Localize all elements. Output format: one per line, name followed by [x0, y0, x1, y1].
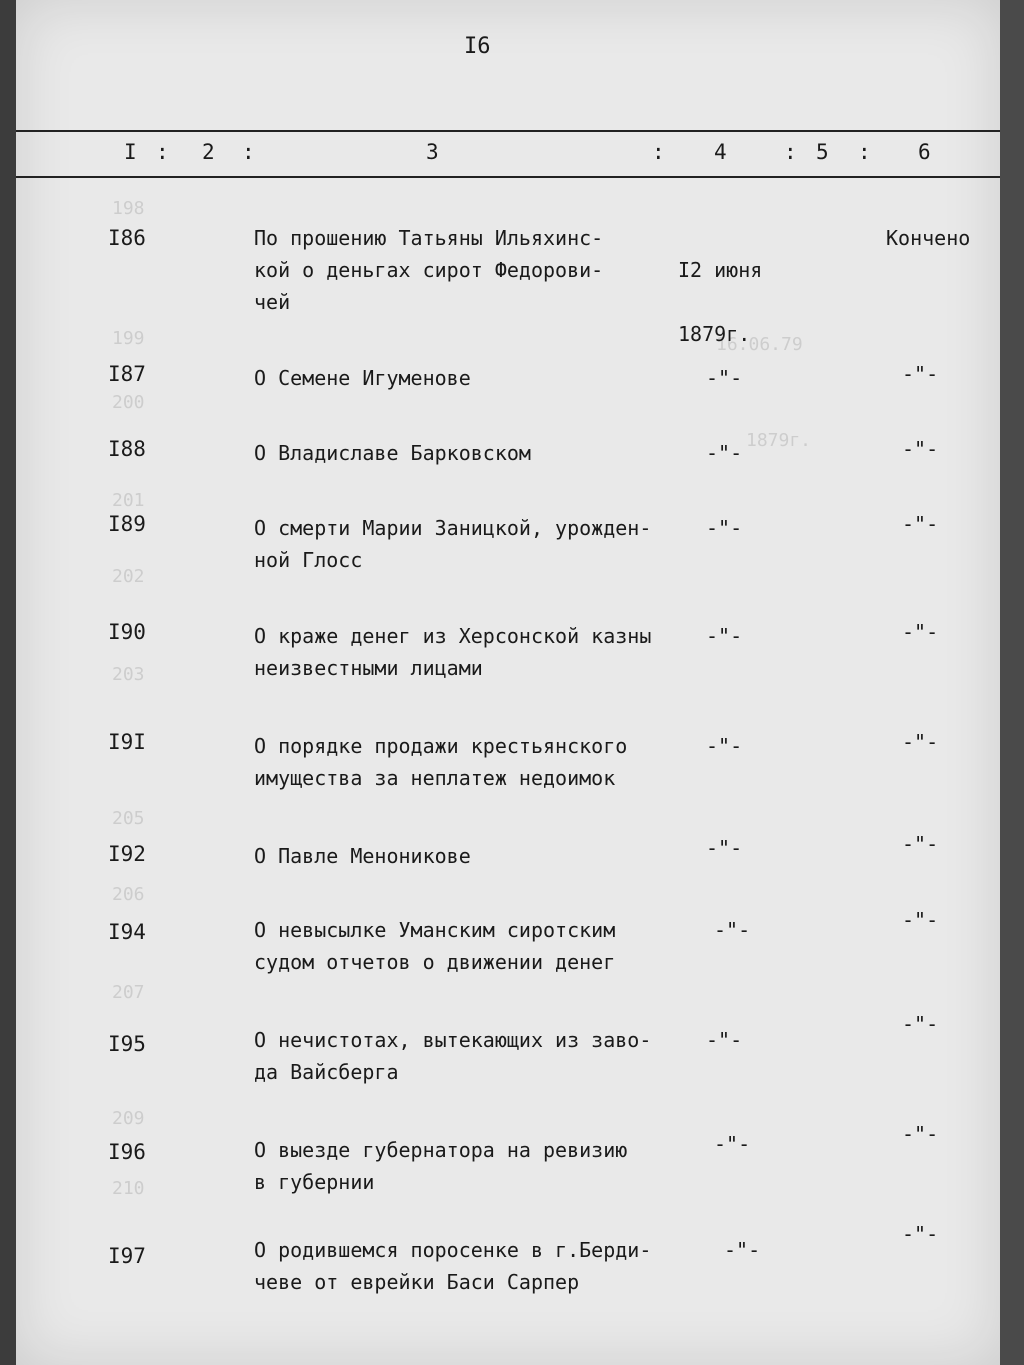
entry-number: I9I [108, 730, 146, 754]
entry-status: -"- [902, 620, 939, 644]
entry-number: I92 [108, 842, 146, 866]
column-separator: : [242, 140, 255, 164]
entry-title [254, 730, 724, 794]
entry-title-line: О нечистотах, вытекающих из заво- [254, 1028, 652, 1052]
bleed-through-text: 16.06.79 [716, 334, 803, 355]
entry-status: -"- [902, 1222, 939, 1246]
entry-status: -"- [902, 908, 939, 932]
entry-title [254, 222, 724, 318]
entry-number: I95 [108, 1032, 146, 1056]
column-header-3: 3 [426, 140, 439, 164]
entry-date-line: I2 июня [678, 258, 763, 282]
entry-status: -"- [902, 832, 939, 856]
entry-date: -"- [706, 734, 743, 758]
bleed-through-text: 202 [112, 566, 145, 587]
entry-date: -"- [724, 1238, 761, 1262]
bleed-through-text: 1879г. [746, 430, 812, 451]
entry-number: I89 [108, 512, 146, 536]
bleed-through-text: 207 [112, 982, 145, 1003]
bleed-through-text: 206 [112, 884, 145, 905]
entry-date [678, 222, 762, 382]
entry-status: -"- [902, 362, 939, 386]
bleed-through-text: 209 [112, 1108, 145, 1129]
entry-title-line: чей [254, 290, 291, 314]
bleed-through-text: 198 [112, 198, 145, 219]
entry-number: I96 [108, 1140, 146, 1164]
table-top-rule [16, 130, 1000, 132]
bleed-through-text: 199 [112, 328, 145, 349]
entry-date: -"- [714, 918, 751, 942]
entry-title [254, 512, 724, 576]
binding-edge [1000, 0, 1024, 1365]
column-header-4: 4 [714, 140, 727, 164]
bleed-through-text: 210 [112, 1178, 145, 1199]
entry-status: -"- [902, 1122, 939, 1146]
column-header-5: 5 [816, 140, 829, 164]
entry-status: -"- [902, 730, 939, 754]
entry-status: -"- [902, 437, 939, 461]
entry-title-line: О Владиславе Барковском [254, 441, 531, 465]
column-separator: : [858, 140, 871, 164]
entry-title-line: да Вайсберга [254, 1060, 399, 1084]
entry-date: -"- [706, 836, 743, 860]
entry-date: -"- [706, 441, 743, 465]
column-separator: : [784, 140, 797, 164]
entry-date: -"- [714, 1132, 751, 1156]
column-header-1: I [124, 140, 137, 164]
entry-number: I87 [108, 362, 146, 386]
entry-number: I94 [108, 920, 146, 944]
entry-number: I88 [108, 437, 146, 461]
entry-title-line: ной Глосс [254, 548, 363, 572]
entry-date: -"- [706, 624, 743, 648]
column-separator: : [652, 140, 665, 164]
document-page [16, 0, 1000, 1365]
entry-title [254, 1134, 724, 1198]
entry-number: I90 [108, 620, 146, 644]
entry-status: -"- [902, 512, 939, 536]
column-header-2: 2 [202, 140, 215, 164]
page-number: I6 [464, 34, 491, 59]
entry-title-line: О смерти Марии Заницкой, урожден- [254, 516, 652, 540]
entry-title [254, 362, 724, 394]
entry-date: -"- [706, 516, 743, 540]
entry-title [254, 1024, 724, 1088]
table-header-rule [16, 176, 1000, 178]
bleed-through-text: 203 [112, 664, 145, 685]
entry-title-line: О краже денег из Херсонской казны [254, 624, 652, 648]
entry-title-line: чеве от еврейки Баси Сарпер [254, 1270, 580, 1294]
column-separator: : [156, 140, 169, 164]
entry-title-line: в губернии [254, 1170, 375, 1194]
entry-title [254, 620, 724, 684]
entry-status: Кончено [886, 226, 971, 250]
entry-title-line: кой о деньгах сирот Федорови- [254, 258, 604, 282]
entry-date-line: 1879г. [678, 322, 751, 346]
entry-title-line: О порядке продажи крестьянского [254, 734, 628, 758]
entry-number: I86 [108, 226, 146, 250]
entry-title-line: По прошению Татьяны Ильяхинс- [254, 226, 604, 250]
column-header-6: 6 [918, 140, 931, 164]
entry-date: -"- [706, 366, 743, 390]
bleed-through-text: 205 [112, 808, 145, 829]
entry-title-line: О выезде губернатора на ревизию [254, 1138, 628, 1162]
entry-title-line: имущества за неплатеж недоимок [254, 766, 616, 790]
entry-date: -"- [706, 1028, 743, 1052]
entry-title [254, 437, 724, 469]
entry-title [254, 840, 724, 872]
entry-title [254, 914, 724, 978]
bleed-through-text: 201 [112, 490, 145, 511]
entry-title-line: О невысылке Уманским сиротским [254, 918, 616, 942]
entry-title-line: О родившемся поросенке в г.Берди- [254, 1238, 652, 1262]
entry-number: I97 [108, 1244, 146, 1268]
entry-title-line: судом отчетов о движении денег [254, 950, 616, 974]
entry-title-line: О Семене Игуменове [254, 366, 471, 390]
entry-title-line: О Павле Менониковe [254, 844, 471, 868]
entry-title-line: неизвестными лицами [254, 656, 483, 680]
bleed-through-text: 200 [112, 392, 145, 413]
entry-status: -"- [902, 1012, 939, 1036]
entry-title [254, 1234, 724, 1298]
